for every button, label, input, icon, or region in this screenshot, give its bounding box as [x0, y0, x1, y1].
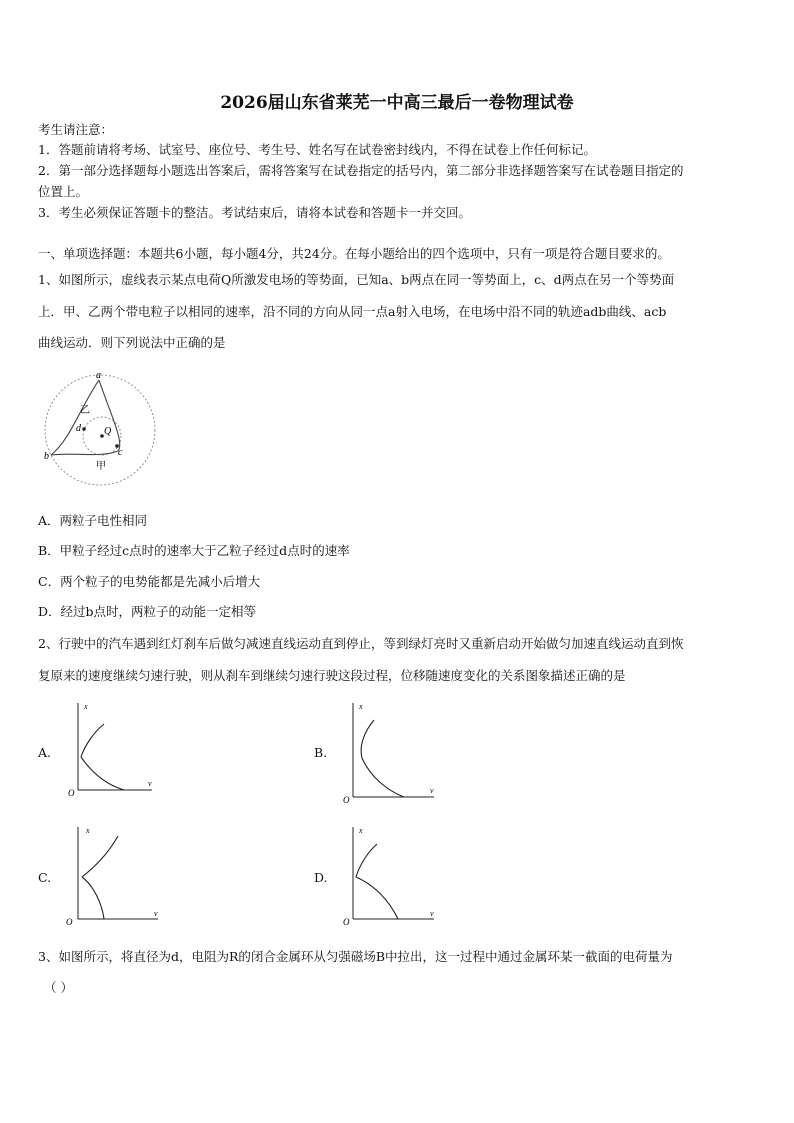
y-axis-label: x [359, 702, 363, 711]
label-yi: 乙 [80, 405, 90, 416]
curve-accelerate [82, 836, 118, 877]
label-a: a [96, 370, 101, 381]
q1-option-c: C．两个粒子的电势能都是先减小后增大 [38, 574, 261, 589]
notice-heading: 考生请注意： [38, 122, 114, 137]
notice-item-1: 1．答题前请将考场、试室号、座位号、考生号、姓名写在试卷密封线内，不得在试卷上作任何标记。 [38, 142, 596, 157]
q1-text-3: 曲线运动．则下列说法中正确的是 [38, 335, 226, 350]
origin-label: O [66, 917, 73, 927]
q2-graph-c [64, 824, 166, 928]
q2-text-1: 2、行驶中的汽车遇到红灯刹车后做匀减速直线运动直到停止，等到绿灯亮时又重新启动开始做匀加速直线运动直到恢 [38, 636, 684, 651]
q2-option-d-label: D. [314, 870, 328, 885]
label-b: b [44, 451, 49, 462]
q1-option-a: A．两粒子电性相同 [38, 513, 148, 528]
q1-option-b: B．甲粒子经过c点时的速率大于乙粒子经过d点时的速率 [38, 543, 350, 558]
curve-accelerate [356, 844, 377, 877]
curve [361, 720, 404, 797]
q2-graph-a [66, 700, 166, 800]
notice-item-2-cont: 位置上。 [38, 184, 89, 199]
q1-option-d: D．经过b点时，两粒子的动能一定相等 [38, 604, 257, 619]
label-jia: 甲 [96, 461, 106, 472]
q1-text-2: 上．甲、乙两个带电粒子以相同的速率，沿不同的方向从同一点a射入电场，在电场中沿不同的轨迹adb曲线、acb [38, 304, 667, 319]
origin-label: O [68, 788, 75, 798]
q2-option-c-label: C. [38, 870, 52, 885]
label-d: d [76, 423, 81, 434]
label-c: c [118, 447, 123, 458]
section-heading: 一、单项选择题：本题共6小题，每小题4分，共24分。在每小题给出的四个选项中，只有一项是符合题目要求的。 [38, 246, 670, 261]
curve-accelerate [81, 724, 104, 757]
x-axis-label: v [154, 909, 158, 918]
q3-text-1: 3、如图所示，将直径为d，电阻为R的闭合金属环从匀强磁场B中拉出，这一过程中通过金属环某一截面的电荷量为 [38, 949, 673, 964]
curve-decelerate [81, 757, 124, 790]
q2-graph-d [342, 824, 442, 928]
origin-label: O [343, 917, 350, 927]
q2-graph-b [342, 700, 442, 804]
q2-option-b-label: B. [314, 745, 328, 760]
notice-item-3: 3．考生必须保证答题卡的整洁。考试结束后，请将本试卷和答题卡一并交回。 [38, 205, 471, 220]
q2-text-2: 复原来的速度继续匀速行驶，则从刹车到继续匀速行驶这段过程，位移随速度变化的关系图象描述正确的是 [38, 668, 626, 683]
y-axis-label: x [359, 826, 363, 835]
q3-text-2: （ ） [44, 980, 73, 995]
q2-option-a-label: A. [38, 745, 52, 760]
origin-label: O [343, 795, 350, 804]
y-axis-label: x [84, 702, 88, 711]
point-d [82, 427, 86, 431]
page-title: 2026届山东省莱芜一中高三最后一卷物理试卷 [220, 93, 574, 113]
curve-decelerate [356, 877, 398, 919]
q1-text-1: 1、如图所示，虚线表示某点电荷Q所激发电场的等势面，已知a、b两点在同一等势面上，c、d两点在另一个等势面 [38, 272, 675, 287]
q1-equipotential-figure [40, 368, 165, 496]
label-Q: Q [104, 426, 112, 437]
y-axis-label: x [86, 826, 90, 835]
notice-item-2: 2．第一部分选择题每小题选出答案后，需将答案写在试卷指定的括号内，第二部分非选择题答案写在试卷题目指定的 [38, 163, 684, 178]
x-axis-label: v [430, 786, 434, 795]
x-axis-label: v [430, 909, 434, 918]
curve-decelerate [82, 877, 104, 919]
trajectory-adb [51, 380, 99, 455]
x-axis-label: v [148, 779, 152, 788]
